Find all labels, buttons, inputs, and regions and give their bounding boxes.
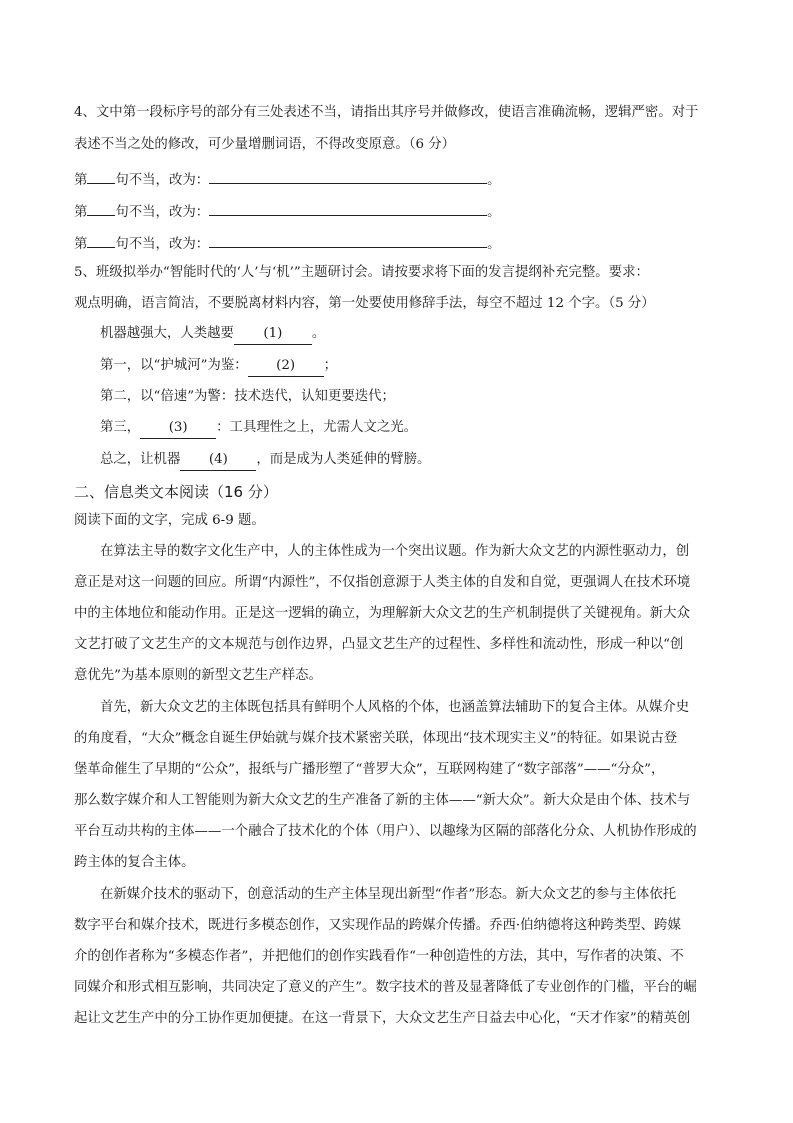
passage-p2-line: 首先，新大众文艺的主体既包括具有鲜明个人风格的个体，也涵盖算法辅助下的复合主体。从媒介史 [100, 700, 690, 715]
q5-outline-point2: 第二，以“倍速”为警：技术迭代，认知更要迭代； [100, 389, 395, 404]
passage-p2-line: 那么数字媒介和人工智能则为新大众文艺的生产准备了新的主体——“新大众”。新大众是由个体、技术与 [74, 793, 691, 808]
passage-p2-line: 跨主体的复合主体。 [74, 855, 195, 870]
outline-text: 。 [311, 326, 326, 341]
outline-text: ：工具理性之上，尤需人文之光。 [216, 420, 418, 435]
q4-answer-line [74, 167, 501, 191]
passage-p2-line: 的角度看，“大众”概念自诞生伊始就与媒介技术紧密关联，体现出“技术现实主义”的特征。如果说古登 [74, 731, 678, 746]
passage-p3-line: 在新媒介技术的驱动下，创意活动的生产主体呈现出新型“作者”形态。新大众文艺的参与主体依托 [100, 887, 677, 902]
passage-p3-line: 起让文艺生产中的分工协作更加便捷。在这一背景下，大众文艺生产日益去中心化，“天才作家”的精英创 [74, 1011, 691, 1026]
q5-stem-line2: 观点明确，语言简洁，不要脱离材料内容，第一处要使用修辞手法，每空不超过 12 个字。（5 分） [74, 296, 655, 311]
answer-mid: 句不当，改为： [115, 173, 210, 188]
blank-3[interactable]: (3) [140, 418, 216, 439]
sentence-number-blank[interactable] [87, 199, 115, 216]
answer-end: 。 [487, 205, 501, 220]
q5-stem-line1: 5、班级拟举办“智能时代的‘人’与‘机’”主题研讨会。请按要求将下面的发言提纲补充完整。要求： [74, 265, 649, 280]
q5-outline-intro [100, 324, 325, 345]
passage-p1-line: 中的主体地位和能动作用。正是这一逻辑的确立，为理解新大众文艺的生产机制提供了关键视角。新大众 [74, 606, 690, 621]
passage-p3-line: 数字平台和媒介技术，既进行多模态创作，又实现作品的跨媒介传播。乔西·伯纳德将这种跨类型、跨媒 [74, 918, 681, 933]
answer-end: 。 [487, 237, 501, 252]
passage-p1-line: 意优先”为基本原则的新型文艺生产样态。 [74, 668, 322, 683]
answer-mid: 句不当，改为： [115, 205, 210, 220]
outline-text: ； [323, 358, 337, 373]
sentence-number-blank[interactable] [87, 231, 115, 248]
section-heading: 二、信息类文本阅读（16 分） [74, 483, 278, 501]
outline-text: 第一，以“护城河”为鉴： [100, 358, 248, 373]
answer-prefix: 第 [74, 237, 88, 252]
revision-blank[interactable] [209, 167, 487, 184]
blank-2[interactable]: (2) [248, 356, 324, 377]
passage-p1-line: 意正是对这一问题的回应。所谓“内源性”，不仅指创意源于人类主体的自发和自觉，更强调人在技术环境 [74, 575, 691, 590]
outline-text: ，而是成为人类延伸的臂膀。 [256, 452, 431, 467]
answer-end: 。 [487, 173, 501, 188]
q5-outline-point3 [100, 418, 417, 439]
blank-1[interactable]: (1) [234, 324, 312, 345]
blank-4[interactable]: (4) [180, 450, 256, 471]
passage-p3-line: 同媒介和形式相互影响，共同决定了意义的产生”。数字技术的普及显著降低了专业创作的门槛，平台的崛 [74, 980, 697, 995]
passage-p2-line: 平台互动共构的主体——一个融合了技术化的个体（用户）、以趣缘为区隔的部落化分众、人机协作形成的 [74, 824, 697, 839]
revision-blank[interactable] [209, 199, 487, 216]
q5-outline-conclusion [100, 450, 430, 471]
outline-text: 第三， [100, 420, 141, 435]
revision-blank[interactable] [209, 231, 487, 248]
passage-p3-line: 介的创作者称为“多模态作者”，并把他们的创作实践看作“一种创造性的方法，其中，写作者的决策、不 [74, 949, 684, 964]
q4-stem-line2: 表述不当之处的修改，可少量增删词语，不得改变原意。（6 分） [74, 137, 456, 152]
answer-prefix: 第 [74, 173, 88, 188]
sentence-number-blank[interactable] [87, 167, 115, 184]
answer-prefix: 第 [74, 205, 88, 220]
q4-answer-line [74, 199, 501, 223]
outline-text: 机器越强大，人类越要 [100, 326, 234, 341]
answer-mid: 句不当，改为： [115, 237, 210, 252]
passage-p2-line: 堡革命催生了早期的“公众”，报纸与广播形塑了“普罗大众”，互联网构建了“数字部落”——“分众”， [74, 762, 665, 777]
q5-outline-point1 [100, 356, 337, 377]
outline-text: 总之，让机器 [100, 452, 181, 467]
section-instruction: 阅读下面的文字，完成 6-9 题。 [74, 513, 265, 528]
passage-p1-line: 文艺打破了文艺生产的文本规范与创作边界，凸显文艺生产的过程性、多样性和流动性，形成一种以“创 [74, 637, 684, 652]
q4-answer-line [74, 231, 501, 255]
passage-p1-line: 在算法主导的数字文化生产中，人的主体性成为一个突出议题。作为新大众文艺的内源性驱动力，创 [100, 544, 690, 559]
q4-stem-line1: 4、文中第一段标序号的部分有三处表述不当，请指出其序号并做修改，使语言准确流畅，逻辑严密。对于 [74, 105, 699, 120]
